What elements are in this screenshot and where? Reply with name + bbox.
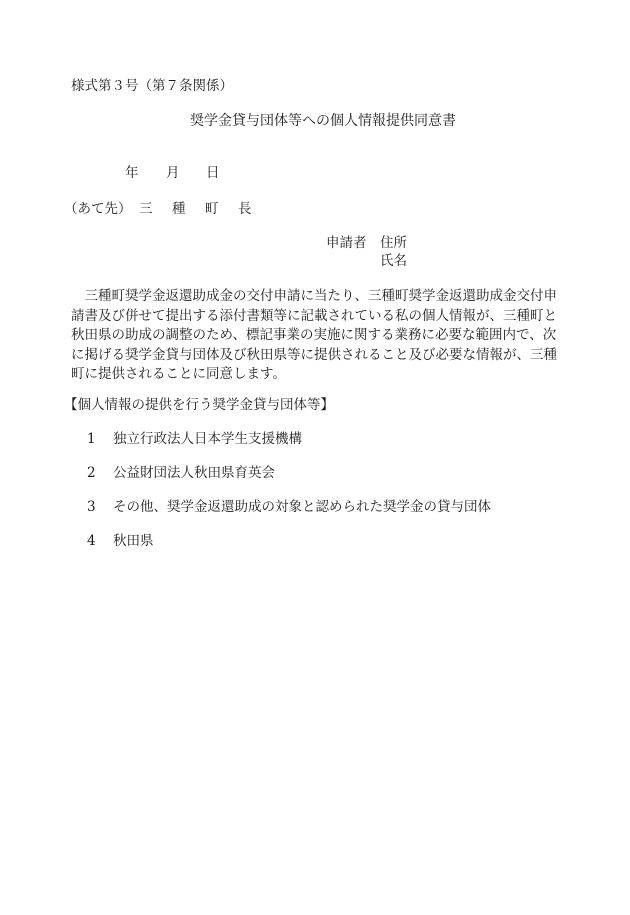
list-item xyxy=(87,498,491,516)
date-day-label: 日 xyxy=(206,165,220,181)
list-item xyxy=(87,430,302,448)
date-month-label: 月 xyxy=(166,165,180,181)
list-item xyxy=(87,464,275,482)
consent-text: 三種町奨学金返還助成金の交付申請に当たり、三種町奨学金返還助成金交付申請書及び併せて提出する添付書類等に記載されている私の個人情報が、三種町と秋田県の助成の調整のため、標記事業の実施に関する業務に必要な範囲内で、次に掲げる奨学金貸与団体及び秋田県等に提供されること及び必要な情報が、三種町に提供されることに同意します。 xyxy=(71,288,557,382)
list-item-number: 2 xyxy=(87,465,96,481)
addressee-prefix: （あて先） xyxy=(64,201,132,217)
list-item-number: 3 xyxy=(87,499,96,515)
list-item-number: 1 xyxy=(87,431,96,447)
consent-paragraph xyxy=(71,287,563,385)
list-item-number: 4 xyxy=(87,533,96,549)
addressee-char: 町 xyxy=(205,201,219,217)
applicant-label: 申請者 xyxy=(326,235,367,251)
form-number: 様式第３号（第７条関係） xyxy=(71,78,233,94)
list-item-name: 秋田県 xyxy=(113,533,154,549)
addressee-char: 種 xyxy=(172,201,186,217)
list-item xyxy=(87,532,154,550)
list-item-name: その他、奨学金返還助成の対象と認められた奨学金の貸与団体 xyxy=(113,499,491,515)
addressee-char: 長 xyxy=(238,201,252,217)
list-item-name: 独立行政法人日本学生支援機構 xyxy=(113,431,302,447)
list-item-name: 公益財団法人秋田県育英会 xyxy=(113,465,275,481)
section-heading: 【個人情報の提供を行う奨学金貸与団体等】 xyxy=(64,397,334,413)
addressee-char: 三 xyxy=(139,201,153,217)
name-label: 氏名 xyxy=(380,253,407,269)
date-year-label: 年 xyxy=(125,165,139,181)
document-title: 奨学金貸与団体等への個人情報提供同意書 xyxy=(190,113,456,129)
address-label: 住所 xyxy=(380,235,407,251)
